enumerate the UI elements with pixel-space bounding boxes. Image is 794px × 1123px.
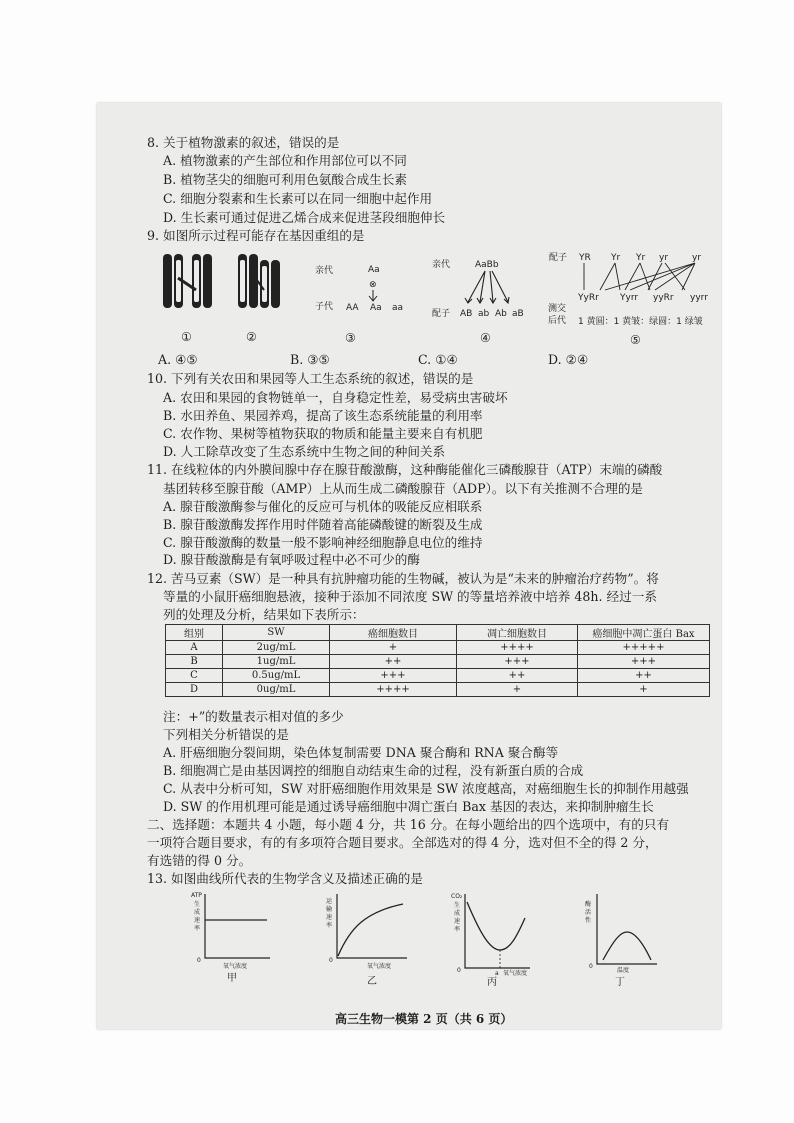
cell-cancer: +++ bbox=[330, 669, 457, 683]
chromosome-figure-1 bbox=[163, 254, 212, 308]
fig5-offspring-1: YyRr bbox=[578, 293, 599, 303]
graph-yi-ylabel-3: 速 bbox=[326, 914, 333, 921]
graph-ding bbox=[585, 894, 657, 988]
fig5-ratio: 1 黄圆：1 黄皱：绿圆：1 绿皱 bbox=[578, 317, 703, 327]
fig-label-2: ② bbox=[246, 330, 257, 344]
fig-label-1: ① bbox=[181, 330, 192, 344]
graph-yi-ylabel-2: 输 bbox=[326, 906, 333, 913]
chromosome-figure-2 bbox=[238, 254, 280, 308]
graph-yi-ylabel-4: 率 bbox=[326, 922, 333, 929]
fig5-testcross-label: 测交 bbox=[548, 304, 567, 314]
graph-bing-name: 丙 bbox=[487, 977, 497, 988]
cell-bax: +++ bbox=[578, 655, 710, 669]
fig-label-3: ③ bbox=[345, 331, 356, 345]
question-11-stem-line2: 基团转移至腺苷酸（AMP）上从而生成二磷酸腺苷（ADP）。以下有关推测不合理的是 bbox=[163, 481, 644, 496]
q9-option-b: B. ③⑤ bbox=[290, 352, 330, 367]
graph-bing bbox=[451, 893, 530, 988]
graph-jia-ylabel-4: 速 bbox=[194, 917, 201, 924]
q12-option-b: B. 细胞凋亡是由基因调控的细胞自动结束生命的过程，没有新蛋白质的合成 bbox=[163, 763, 584, 778]
graph-ding-ylabel-2: 活 bbox=[585, 909, 592, 916]
section-2-instructions-line2: 一项符合题目要求，有的有多项符合题目要求。全部选对的得 4 分，选对但不全的得 2 分， bbox=[147, 835, 658, 850]
graph-ding-xlabel: 温度 bbox=[617, 967, 630, 974]
q10-option-d: D. 人工除草改变了生态系统中生物之间的种间关系 bbox=[163, 444, 446, 459]
q12-table-note: 注：+”的数量表示相对值的多少 bbox=[163, 709, 344, 724]
graph-jia-axes bbox=[205, 894, 270, 958]
graph-yi-curve bbox=[338, 904, 403, 956]
graph-bing-ylabel-2: 生 bbox=[454, 902, 461, 909]
fig-label-5: ⑤ bbox=[630, 333, 641, 347]
graph-yi-axes bbox=[337, 894, 407, 958]
cell-sw: 0ug/mL bbox=[223, 683, 330, 697]
q10-option-c: C. 农作物、果树等植物获取的物质和能量主要来自有机肥 bbox=[163, 426, 483, 441]
cell-sw: 1ug/mL bbox=[223, 655, 330, 669]
graph-jia-ylabel-2: 生 bbox=[194, 901, 201, 908]
graph-yi-ylabel-1: 运 bbox=[326, 898, 333, 905]
graph-bing-ylabel-3: 成 bbox=[454, 910, 461, 917]
fig3-genotype-aa: aa bbox=[392, 303, 404, 313]
cell-group: D bbox=[166, 683, 223, 697]
header-group: 组别 bbox=[166, 625, 223, 641]
graph-jia bbox=[191, 892, 270, 984]
graph-ding-curve bbox=[603, 932, 651, 960]
table-header-row bbox=[166, 625, 710, 641]
fig5-offspring-2: Yyrr bbox=[620, 293, 639, 303]
cell-cancer: + bbox=[330, 641, 457, 655]
question-11-stem-line1: 11. 在线粒体的内外膜间腺中存在腺苷酸激酶，这种酶能催化三磷酸腺苷（ATP）末端的磷酸 bbox=[147, 462, 663, 477]
fig5-gamete-3: Yr bbox=[636, 253, 646, 263]
self-cross-figure-3 bbox=[315, 264, 403, 313]
q12-option-d: D. SW 的作用机理可能是通过诱导癌细胞中凋亡蛋白 Bax 基因的表达，来抑制肿瘤生长 bbox=[163, 799, 654, 814]
gene-recombination-figure bbox=[150, 246, 730, 354]
graph-ding-ylabel-3: 性 bbox=[585, 917, 592, 924]
graph-jia-ylabel-3: 成 bbox=[194, 909, 201, 916]
graph-jia-xlabel: 氧气浓度 bbox=[223, 963, 248, 970]
cell-bax: +++++ bbox=[578, 641, 710, 655]
graph-bing-xlabel: 氧气浓度 bbox=[503, 970, 528, 977]
fig3-child-label: 子代 bbox=[315, 302, 334, 312]
q11-option-c: C. 腺苷酸激酶的数量一般不影响神经细胞静息电位的维持 bbox=[163, 535, 483, 550]
fig3-self-symbol: ⊗ bbox=[369, 280, 377, 290]
cell-group: C bbox=[166, 669, 223, 683]
q11-option-a: A. 腺苷酸激酶参与催化的反应可与机体的吸能反应相联系 bbox=[163, 499, 483, 514]
table-row bbox=[166, 641, 710, 655]
graph-jia-ylabel-5: 率 bbox=[194, 925, 201, 932]
q8-option-c: C. 细胞分裂素和生长素可以在同一细胞中起作用 bbox=[163, 191, 433, 206]
fig3-genotype-Aa: Aa bbox=[370, 303, 382, 313]
fig5-offspring-3: yyRr bbox=[653, 293, 674, 303]
fig5-gamete-2: Yr bbox=[611, 253, 621, 263]
q8-option-a: A. 植物激素的产生部位和作用部位可以不同 bbox=[163, 153, 407, 168]
graph-ding-origin: 0 bbox=[589, 963, 593, 970]
q10-option-a: A. 农田和果园的食物链单一，自身稳定性差，易受病虫害破坏 bbox=[163, 390, 508, 405]
section-2-instructions-line3: 有选错的得 0 分。 bbox=[147, 853, 252, 868]
q10-option-b: B. 水田养鱼、果园养鸡，提高了该生态系统能量的利用率 bbox=[163, 408, 483, 423]
header-bax: 癌细胞中凋亡蛋白 Bax bbox=[578, 625, 710, 641]
fig4-parent-genotype: AaBb bbox=[475, 260, 499, 270]
question-9-stem: 9. 如图所示过程可能存在基因重组的是 bbox=[147, 228, 365, 243]
cell-apoptosis: +++ bbox=[457, 655, 578, 669]
fig5-offspring-4: yyrr bbox=[690, 293, 708, 303]
cell-apoptosis: ++ bbox=[457, 669, 578, 683]
table-row bbox=[166, 669, 710, 683]
question-10-stem: 10. 下列有关农田和果园等人工生态系统的叙述，错误的是 bbox=[147, 371, 474, 386]
graph-bing-ylabel-5: 率 bbox=[454, 926, 461, 933]
graph-bing-curve bbox=[467, 902, 525, 950]
section-2-instructions-line1: 二、选择题：本题共 4 小题，每小题 4 分，共 16 分。在每小题给出的四个选项中，有的只有 bbox=[147, 817, 670, 832]
fig4-gamete-2: ab bbox=[478, 309, 490, 319]
sw-results-table bbox=[165, 624, 710, 697]
table-row bbox=[166, 683, 710, 697]
fig5-gamete-label: 配子 bbox=[549, 253, 568, 263]
graph-jia-ylabel-1: ATP bbox=[191, 892, 202, 899]
header-apoptotic-cells: 凋亡细胞数目 bbox=[457, 625, 578, 641]
graph-bing-ylabel-1: CO₂ bbox=[451, 893, 463, 900]
cell-bax: + bbox=[578, 683, 710, 697]
fig4-gamete-4: aB bbox=[512, 309, 524, 319]
question-8-stem: 8. 关于植物激素的叙述，错误的是 bbox=[147, 135, 340, 150]
fig4-gamete-label: 配子 bbox=[432, 309, 451, 319]
fig3-parent-label: 亲代 bbox=[315, 266, 334, 276]
fig4-gamete-1: AB bbox=[460, 309, 473, 319]
q12-option-c: C. 从表中分析可知，SW 对肝癌细胞作用效果是 SW 浓度越高，对癌细胞生长的抑制作用越强 bbox=[163, 781, 689, 796]
q9-option-c: C. ①④ bbox=[418, 352, 458, 367]
cell-apoptosis: + bbox=[457, 683, 578, 697]
cell-sw: 0.5ug/mL bbox=[223, 669, 330, 683]
fig3-parent-genotype: Aa bbox=[368, 265, 380, 275]
q9-option-a: A. ④⑤ bbox=[158, 352, 198, 367]
graph-bing-ylabel-4: 速 bbox=[454, 918, 461, 925]
graph-yi-origin: 0 bbox=[329, 957, 333, 964]
q11-option-b: B. 腺苷酸激酶发挥作用时伴随着高能磷酸键的断裂及生成 bbox=[163, 517, 483, 532]
q8-option-b: B. 植物茎尖的细胞可利用色氨酸合成生长素 bbox=[163, 172, 407, 187]
cell-group: B bbox=[166, 655, 223, 669]
q12-option-a: A. 肝癌细胞分裂间期，染色体复制需要 DNA 聚合酶和 RNA 聚合酶等 bbox=[163, 745, 559, 760]
fig5-gamete-1: YR bbox=[579, 253, 591, 263]
fig5-offspring-label: 后代 bbox=[548, 316, 567, 326]
graph-yi-xlabel: 氧气浓度 bbox=[367, 963, 392, 970]
q12-sub-question: 下列相关分析错误的是 bbox=[163, 727, 289, 742]
graph-yi-name: 乙 bbox=[367, 976, 377, 987]
fig4-parent-label: 亲代 bbox=[432, 260, 451, 270]
fig-label-4: ④ bbox=[480, 331, 491, 345]
graph-bing-axes bbox=[465, 894, 530, 968]
question-12-stem-line3: 列的处理及分析，结果如下表所示： bbox=[163, 607, 365, 622]
graph-bing-point-a: a bbox=[495, 970, 499, 977]
testcross-figure-5 bbox=[548, 252, 708, 327]
q11-option-d: D. 腺苷酸激酶是有氧呼吸过程中必不可少的酶 bbox=[163, 552, 420, 567]
header-cancer-cells: 癌细胞数目 bbox=[330, 625, 457, 641]
graph-yi bbox=[326, 894, 407, 987]
question-12-stem-line1: 12. 苦马豆素（SW）是一种具有抗肿瘤功能的生物碱，被认为是“未来的肿瘤治疗药物”。将 bbox=[147, 571, 659, 586]
header-sw: SW bbox=[223, 625, 330, 641]
cell-sw: 2ug/mL bbox=[223, 641, 330, 655]
fig5-gamete-5: yr bbox=[692, 253, 702, 263]
cell-cancer: ++++ bbox=[330, 683, 457, 697]
q8-option-d: D. 生长素可通过促进乙烯合成来促进茎段细胞伸长 bbox=[163, 210, 446, 225]
q13-graphs bbox=[175, 888, 665, 988]
gamete-figure-4 bbox=[432, 258, 524, 319]
fig3-genotype-AA: AA bbox=[346, 303, 359, 313]
cell-cancer: ++ bbox=[330, 655, 457, 669]
graph-jia-origin: 0 bbox=[197, 957, 201, 964]
graph-ding-ylabel-1: 酶 bbox=[585, 901, 592, 908]
cell-bax: ++ bbox=[578, 669, 710, 683]
graph-bing-origin: 0 bbox=[457, 967, 461, 974]
graph-jia-name: 甲 bbox=[227, 973, 237, 984]
q9-option-d: D. ②④ bbox=[548, 352, 589, 367]
fig5-gamete-4: yr bbox=[659, 253, 669, 263]
cell-apoptosis: ++++ bbox=[457, 641, 578, 655]
table-row bbox=[166, 655, 710, 669]
page-footer: 高三生物一模第 2 页（共 6 页） bbox=[335, 1012, 513, 1026]
fig4-gamete-3: Ab bbox=[495, 309, 507, 319]
cell-group: A bbox=[166, 641, 223, 655]
question-13-stem: 13. 如图曲线所代表的生物学含义及描述正确的是 bbox=[147, 871, 423, 886]
question-12-stem-line2: 等量的小鼠肝癌细胞悬液，接种于添加不同浓度 SW 的等量培养液中培养 48h. 经过一系 bbox=[163, 589, 657, 604]
graph-ding-name: 丁 bbox=[615, 977, 625, 988]
